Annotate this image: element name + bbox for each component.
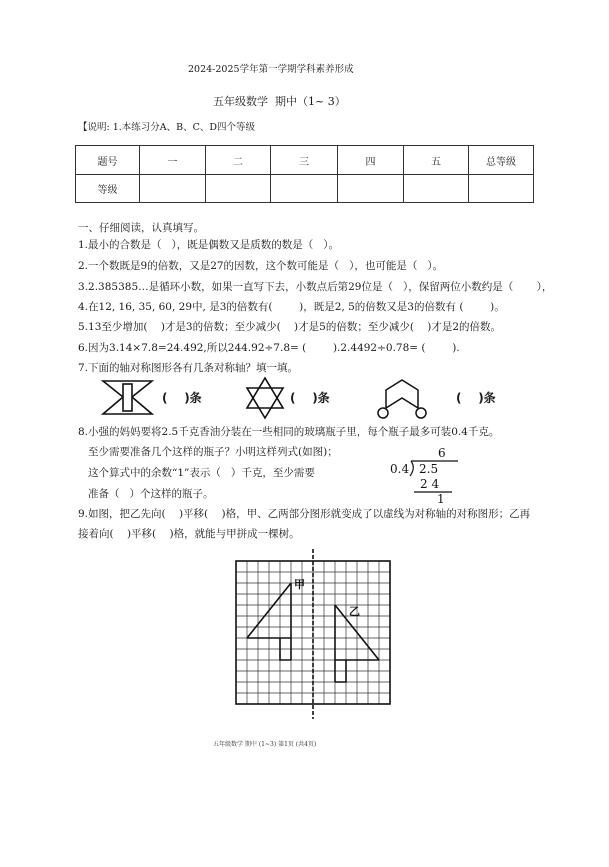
star-down-triangle <box>247 388 283 418</box>
question-4: 4.在12, 16, 35, 60, 29中, 是3的倍数有( )，既是2, 5的倍数又是3的倍数有 ( )。 <box>78 301 505 313</box>
hourglass-center-rect <box>123 384 132 411</box>
q9-grid <box>236 549 390 719</box>
page-footer: 五年级数学 期中 (1~3) 第1页 (共4页) <box>213 741 317 748</box>
header-cell-section-2: 二 <box>206 146 271 175</box>
q9-label-jia: 甲 <box>294 578 305 591</box>
q9-label-yi: 乙 <box>349 605 360 618</box>
question-9-line-2: 接着向( )平移( )格，就能与甲拼成一棵树。 <box>78 528 300 540</box>
exam-title: 五年级数学 期中（1~ 3） <box>213 95 346 108</box>
division-divisor: 0.4 <box>390 462 410 476</box>
header-cell-section-1: 一 <box>140 146 206 175</box>
question-9-line-1: 9.如图，把乙先向( )平移( )格，甲、乙两部分图形就变成了以虚线为对称轴的对称图形；乙再 <box>78 508 531 520</box>
grade-row-label: 等级 <box>76 175 140 203</box>
star-up-triangle <box>247 378 283 408</box>
q7-figure-star <box>247 378 283 418</box>
house-outline <box>386 380 418 408</box>
question-8-line-2: 至少需要准备几个这样的瓶子？小明这样列式(如图)； <box>88 446 338 458</box>
q7-answer-blank-3: ( )条 <box>456 391 496 405</box>
question-7-prompt: 7.下面的轴对称图形各有几条对称轴？填一填。 <box>78 362 299 374</box>
house-bottom-notch <box>386 398 418 408</box>
header-cell-section-4: 四 <box>338 146 404 175</box>
header-cell-section-5: 五 <box>404 146 469 175</box>
division-dividend: 2.5 <box>419 462 439 476</box>
question-5: 5.13至少增加( )才是3的倍数；至少减少( )才是5的倍数；至少减少( )才是2的倍数。 <box>78 321 502 333</box>
section-1-title: 一、仔细阅读，认真填写。 <box>78 222 204 234</box>
question-8-line-1: 8.小强的妈妈要将2.5千克香油分装在一些相同的玻璃瓶子里，每个瓶子最多可装0.4千克。 <box>78 426 500 438</box>
division-product: 2 4 <box>420 477 440 491</box>
question-1: 1.最小的合数是（ ），既是偶数又是质数的数是（ ）。 <box>78 239 340 251</box>
header-cell-total-grade: 总等级 <box>469 146 534 175</box>
question-3: 3.2.385385…是循环小数，如果一直写下去，小数点后第29位是（ ），保留两位小数约是（ ）， <box>78 281 553 293</box>
q7-figure-house <box>378 380 426 418</box>
long-division <box>390 446 458 506</box>
division-remainder: 1 <box>437 492 445 506</box>
header-cell-section-3: 三 <box>271 146 338 175</box>
division-quotient: 6 <box>438 446 446 460</box>
header-cell-question-number: 题号 <box>76 146 140 175</box>
house-left-circle <box>378 408 388 418</box>
q7-figure-hourglass <box>103 381 152 414</box>
division-bracket <box>410 461 413 476</box>
q7-answer-blank-1: ( )条 <box>162 391 202 405</box>
house-right-circle <box>416 408 426 418</box>
question-6: 6.因为3.14×7.8=24.492,所以244.92÷7.8= ( ).2.4492÷0.78= ( ). <box>78 342 460 354</box>
q7-answer-blank-2: ( )条 <box>290 391 330 405</box>
question-2: 2.一个数既是9的倍数，又是27的因数，这个数可能是（ ），也可能是（ ）。 <box>78 260 444 272</box>
question-8-line-4: 准备（ ）个这样的瓶子。 <box>88 488 214 500</box>
exam-subtitle: 2024-2025学年第一学期学科素养形成 <box>188 64 354 75</box>
exam-instructions: 【说明: 1.本练习分A、B、C、D四个等级 <box>78 122 256 133</box>
question-8-line-3: 这个算式中的余数“1”表示（ ）千克，至少需要 <box>88 467 315 479</box>
